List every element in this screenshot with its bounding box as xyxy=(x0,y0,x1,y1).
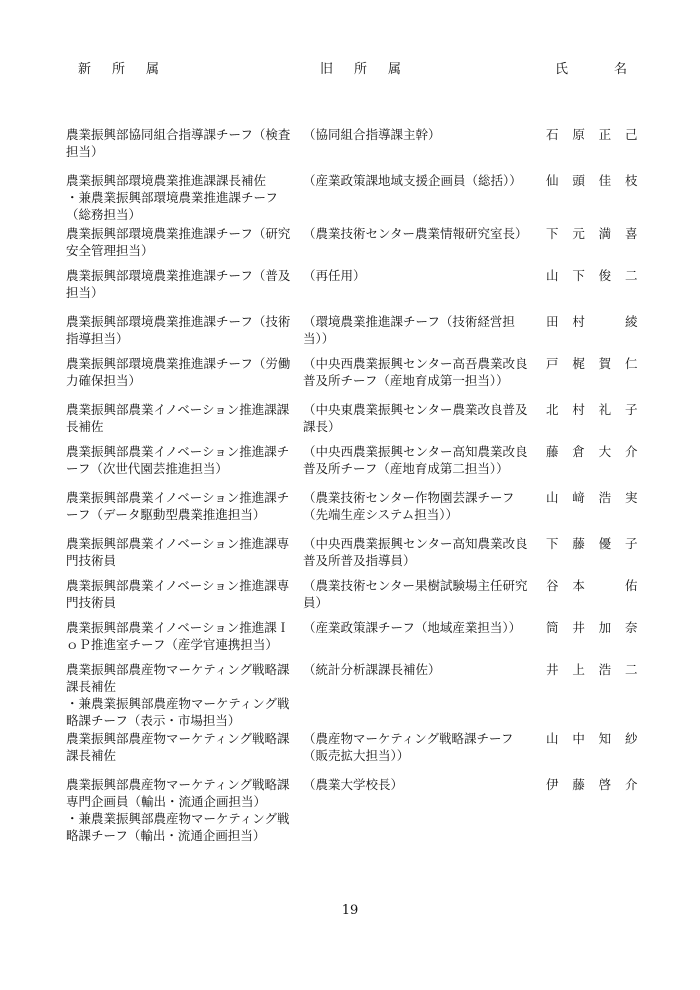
old-affiliation-text: （農業技術センター作物園芸課チーフ（先端生産システム担当）） xyxy=(303,490,515,522)
name-character: 介 xyxy=(624,777,638,792)
old-affiliation-text: （統計分析課課長補佐） xyxy=(303,662,441,677)
new-affiliation-cell xyxy=(66,535,292,569)
name-character: 佳 xyxy=(598,173,612,188)
person-name-cell xyxy=(546,443,638,460)
old-affiliation-cell xyxy=(303,443,533,477)
new-affiliation-text: ・兼農業振興部農産物マーケティング戦略課チーフ（輸出・流通企画担当） xyxy=(66,811,290,843)
name-character: 村 xyxy=(572,314,585,329)
old-affiliation-cell xyxy=(303,313,533,347)
name-character: 綾 xyxy=(624,314,638,329)
new-affiliation-text: 農業振興部農業イノベーション推進課専門技術員 xyxy=(66,536,290,568)
table-row xyxy=(0,172,700,225)
name-character: 知 xyxy=(598,731,612,746)
name-character: 山 xyxy=(546,490,559,505)
table-row xyxy=(0,776,700,856)
person-name-cell xyxy=(546,661,638,678)
name-character: 奈 xyxy=(624,620,638,635)
person-name-cell xyxy=(546,535,638,552)
name-character: 筒 xyxy=(546,620,559,635)
new-affiliation-cell xyxy=(66,355,292,389)
new-affiliation-text: 農業振興部農産物マーケティング戦略課専門企画員（輸出・流通企画担当） xyxy=(66,777,290,809)
new-affiliation-text: 農業振興部農業イノベーション推進課課長補佐 xyxy=(66,402,290,434)
name-character: 加 xyxy=(598,620,612,635)
old-affiliation-text: （農産物マーケティング戦略課チーフ（販売拡大担当）） xyxy=(303,731,514,763)
table-row xyxy=(0,126,700,172)
table-row xyxy=(0,225,700,267)
new-affiliation-text: 農業振興部農産物マーケティング戦略課課長補佐 xyxy=(66,731,290,763)
old-affiliation-text: （産業政策課地域支援企画員（総括）） xyxy=(303,173,522,188)
old-affiliation-cell xyxy=(303,619,533,636)
name-character: 井 xyxy=(572,620,585,635)
table-row xyxy=(0,355,700,401)
name-character: 中 xyxy=(572,731,585,746)
name-character: 大 xyxy=(598,444,612,459)
old-affiliation-cell xyxy=(303,489,533,523)
new-affiliation-cell xyxy=(66,225,292,259)
new-affiliation-cell xyxy=(66,489,292,523)
old-affiliation-cell xyxy=(303,401,533,435)
new-affiliation-cell xyxy=(66,577,292,611)
page-number: 19 xyxy=(341,903,359,918)
name-character: 山 xyxy=(546,731,559,746)
new-affiliation-text: 農業振興部環境農業推進課チーフ（普及担当） xyxy=(66,268,291,300)
person-name-cell xyxy=(546,489,638,506)
name-character: 村 xyxy=(572,402,585,417)
old-affiliation-text: （中央西農業振興センター高吾農業改良普及所チーフ（産地育成第一担当）） xyxy=(303,356,528,388)
name-character: 下 xyxy=(572,268,585,283)
new-affiliation-cell xyxy=(66,313,292,347)
table-row xyxy=(0,535,700,577)
new-affiliation-cell xyxy=(66,401,292,435)
new-affiliation-cell xyxy=(66,730,292,764)
table-row xyxy=(0,730,700,776)
name-character: 藤 xyxy=(572,536,585,551)
name-character: 戸 xyxy=(546,356,559,371)
old-affiliation-cell xyxy=(303,225,533,242)
new-affiliation-text: 農業振興部農産物マーケティング戦略課課長補佐 xyxy=(66,662,290,694)
new-affiliation-cell xyxy=(66,172,292,223)
old-affiliation-text: （環境農業推進課チーフ（技術経営担当）） xyxy=(303,314,515,346)
name-character: 倉 xyxy=(572,444,585,459)
header-old-affiliation: 旧所属 xyxy=(320,62,423,77)
name-character: 浩 xyxy=(598,662,612,677)
name-character: 梶 xyxy=(572,356,585,371)
name-character: 二 xyxy=(624,662,638,677)
header-name: 氏名 xyxy=(555,62,674,77)
new-affiliation-cell xyxy=(66,776,292,844)
name-character: 賀 xyxy=(598,356,612,371)
person-name-cell xyxy=(546,267,638,284)
old-affiliation-cell xyxy=(303,355,533,389)
personnel-table xyxy=(0,126,700,856)
person-name-cell xyxy=(546,730,638,747)
old-affiliation-text: （農業技術センター農業情報研究室長） xyxy=(303,226,528,241)
name-character: 元 xyxy=(572,226,585,241)
name-character: 枝 xyxy=(624,173,638,188)
table-row xyxy=(0,313,700,355)
name-character: 下 xyxy=(546,226,559,241)
person-name-cell xyxy=(546,313,638,330)
table-row xyxy=(0,489,700,535)
new-affiliation-text: ・兼農業振興部環境農業推進課チーフ（総務担当） xyxy=(66,190,278,222)
old-affiliation-text: （中央西農業振興センター高知農業改良普及所普及指導員） xyxy=(303,536,528,568)
new-affiliation-text: 農業振興部農業イノベーション推進課ＩｏＰ推進室チーフ（産学官連携担当） xyxy=(66,620,290,652)
new-affiliation-cell xyxy=(66,126,292,160)
old-affiliation-text: （農業技術センター果樹試験場主任研究員） xyxy=(303,578,528,610)
table-row xyxy=(0,619,700,661)
new-affiliation-cell xyxy=(66,619,292,653)
new-affiliation-text: 農業振興部農業イノベーション推進課専門技術員 xyxy=(66,578,290,610)
old-affiliation-cell xyxy=(303,267,533,284)
new-affiliation-cell xyxy=(66,661,292,729)
new-affiliation-text: 農業振興部環境農業推進課課長補佐 xyxy=(66,173,267,188)
name-character: 藤 xyxy=(546,444,559,459)
old-affiliation-cell xyxy=(303,126,533,143)
name-character: 正 xyxy=(598,127,612,142)
old-affiliation-cell xyxy=(303,776,533,793)
new-affiliation-text: ・兼農業振興部農産物マーケティング戦略課チーフ（表示・市場担当） xyxy=(66,696,290,728)
name-character: 啓 xyxy=(598,777,612,792)
new-affiliation-text: 農業振興部環境農業推進課チーフ（労働力確保担当） xyxy=(66,356,291,388)
name-character: 己 xyxy=(624,127,638,142)
name-character: 本 xyxy=(572,578,585,593)
name-character: 井 xyxy=(546,662,559,677)
name-character: 二 xyxy=(624,268,638,283)
name-character: 優 xyxy=(598,536,612,551)
old-affiliation-text: （中央東農業振興センター農業改良普及課長） xyxy=(303,402,528,434)
person-name-cell xyxy=(546,577,638,594)
name-character: 佑 xyxy=(624,578,638,593)
old-affiliation-text: （中央西農業振興センター高知農業改良普及所チーフ（産地育成第二担当）） xyxy=(303,444,528,476)
table-row xyxy=(0,577,700,619)
person-name-cell xyxy=(546,355,638,372)
new-affiliation-cell xyxy=(66,443,292,477)
table-row xyxy=(0,443,700,489)
name-character: 頭 xyxy=(572,173,585,188)
name-character: 田 xyxy=(546,314,559,329)
name-character: 﨑 xyxy=(572,490,585,505)
person-name-cell xyxy=(546,172,638,189)
new-affiliation-text: 農業振興部協同組合指導課チーフ（検査担当） xyxy=(66,127,291,159)
old-affiliation-text: （産業政策課チーフ（地域産業担当）） xyxy=(303,620,522,635)
old-affiliation-text: （農業大学校長） xyxy=(303,777,404,792)
name-character: 谷 xyxy=(546,578,559,593)
name-character: 子 xyxy=(624,536,638,551)
name-character xyxy=(599,577,612,594)
old-affiliation-cell xyxy=(303,730,533,764)
name-character: 山 xyxy=(546,268,559,283)
new-affiliation-text: 農業振興部環境農業推進課チーフ（技術指導担当） xyxy=(66,314,291,346)
name-character: 石 xyxy=(546,127,559,142)
name-character: 原 xyxy=(572,127,585,142)
table-row xyxy=(0,267,700,313)
old-affiliation-cell xyxy=(303,535,533,569)
old-affiliation-text: （再任用） xyxy=(303,268,366,283)
name-character: 介 xyxy=(624,444,638,459)
name-character: 紗 xyxy=(624,731,638,746)
new-affiliation-cell xyxy=(66,267,292,301)
name-character: 上 xyxy=(572,662,585,677)
person-name-cell xyxy=(546,401,638,418)
name-character: 俊 xyxy=(598,268,612,283)
name-character: 北 xyxy=(546,402,559,417)
new-affiliation-text: 農業振興部農業イノベーション推進課チーフ（データ駆動型農業推進担当） xyxy=(66,490,290,522)
header-new-affiliation: 新所属 xyxy=(78,62,181,77)
name-character: 仙 xyxy=(546,173,559,188)
old-affiliation-cell xyxy=(303,172,533,189)
name-character: 喜 xyxy=(624,226,638,241)
person-name-cell xyxy=(546,225,638,242)
name-character xyxy=(599,313,612,330)
person-name-cell xyxy=(546,126,638,143)
name-character: 礼 xyxy=(598,402,612,417)
table-row xyxy=(0,661,700,730)
name-character: 仁 xyxy=(624,356,638,371)
name-character: 実 xyxy=(624,490,638,505)
old-affiliation-text: （協同組合指導課主幹） xyxy=(303,127,441,142)
table-row xyxy=(0,401,700,443)
name-character: 伊 xyxy=(546,777,559,792)
new-affiliation-text: 農業振興部農業イノベーション推進課チーフ（次世代園芸推進担当） xyxy=(66,444,290,476)
person-name-cell xyxy=(546,776,638,793)
name-character: 下 xyxy=(546,536,559,551)
new-affiliation-text: 農業振興部環境農業推進課チーフ（研究安全管理担当） xyxy=(66,226,291,258)
name-character: 藤 xyxy=(572,777,585,792)
person-name-cell xyxy=(546,619,638,636)
name-character: 浩 xyxy=(598,490,612,505)
name-character: 満 xyxy=(598,226,612,241)
old-affiliation-cell xyxy=(303,661,533,678)
old-affiliation-cell xyxy=(303,577,533,611)
name-character: 子 xyxy=(624,402,638,417)
